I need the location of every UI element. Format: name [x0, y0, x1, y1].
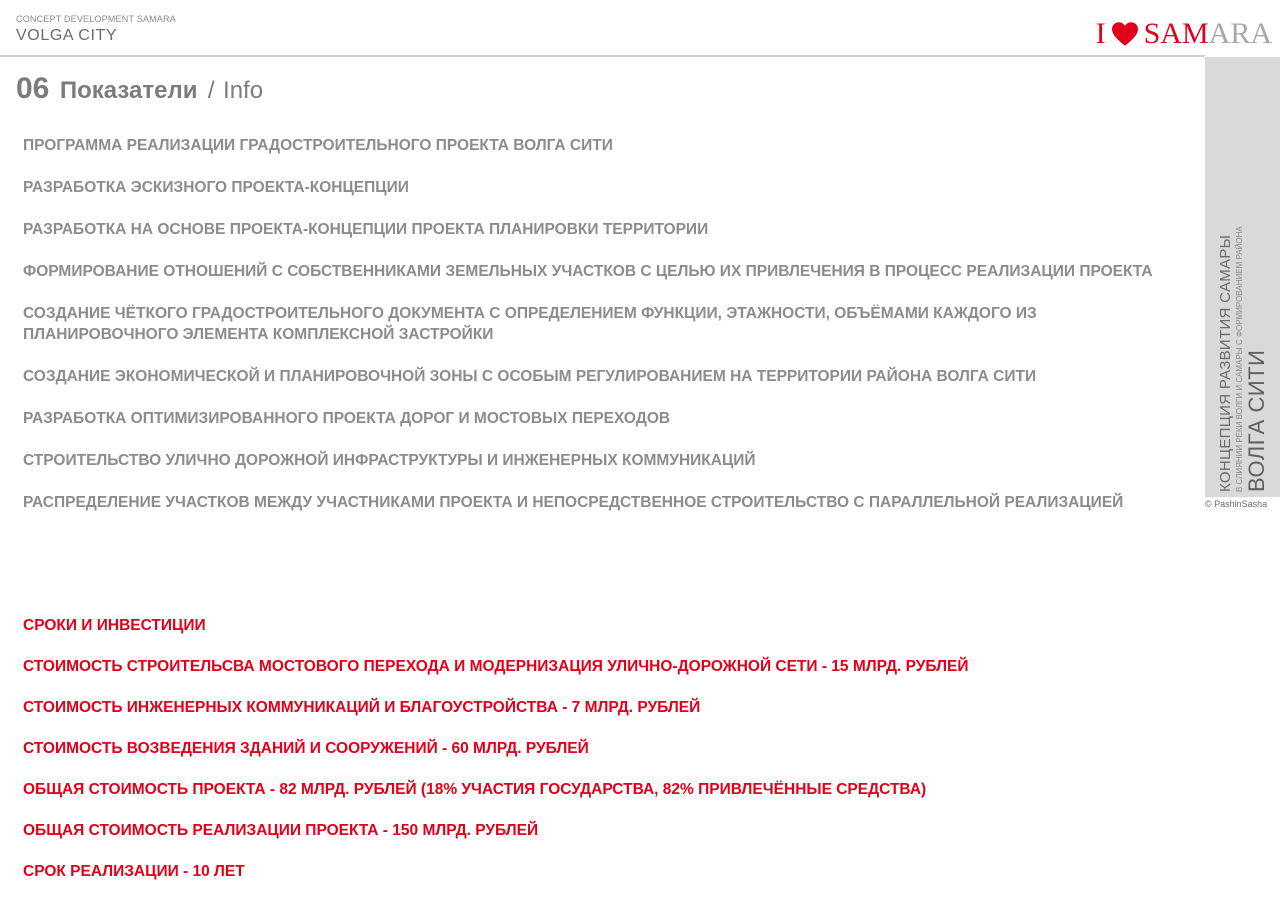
list-item: СОЗДАНИЕ ЭКОНОМИЧЕСКОЙ И ПЛАНИРОВОЧНОЙ ЗОНЫ С ОСОБЫМ РЕГУЛИРОВАНИЕМ НА ТЕРРИТОРИИ РАЙОНА ВОЛГА СИТИ — [23, 368, 1037, 385]
side-caption — [1217, 62, 1269, 492]
copyright: © PashinSasha — [1205, 499, 1268, 509]
list-item: ФОРМИРОВАНИЕ ОТНОШЕНИЙ С СОБСТВЕННИКАМИ ЗЕМЕЛЬНЫХ УЧАСТКОВ С ЦЕЛЬЮ ИХ ПРИВЛЕЧЕНИЯ В ПРОЦЕСС РЕАЛИЗАЦИИ ПРОЕКТА — [23, 263, 1153, 280]
program-list — [23, 135, 1153, 534]
list-item: РАСПРЕДЕЛЕНИЕ УЧАСТКОВ МЕЖДУ УЧАСТНИКАМИ ПРОЕКТА И НЕПОСРЕДСТВЕННОЕ СТРОИТЕЛЬСТВО С ПАРАЛЛЕЛЬНОЙ РЕАЛИЗАЦИЕЙ — [23, 494, 1124, 511]
side-subtitle: В СЛИЯНИИ РЕКИ ВОЛГИ И САМАРЫ С ФОРМИРОВАНИЕМ РАЙОНА — [1234, 226, 1244, 492]
project-title: VOLGA CITY — [16, 27, 118, 44]
section-title-ru: Показатели — [59, 77, 198, 104]
list-item: СРОК РЕАЛИЗАЦИИ - 10 ЛЕТ — [23, 863, 245, 880]
side-panel — [1205, 57, 1280, 497]
logo-sam: SAM — [1143, 17, 1209, 50]
section-title-en: Info — [223, 77, 264, 104]
list-item: РАЗРАБОТКА НА ОСНОВЕ ПРОЕКТА-КОНЦЕПЦИИ ПРОЕКТА ПЛАНИРОВКИ ТЕРРИТОРИИ — [23, 221, 709, 238]
header-divider — [0, 55, 1205, 57]
list-item: СТОИМОСТЬ ВОЗВЕДЕНИЯ ЗДАНИЙ И СООРУЖЕНИЙ - 60 МЛРД. РУБЛЕЙ — [23, 740, 589, 757]
side-district: ВОЛГА СИТИ — [1243, 349, 1269, 492]
investment-list — [23, 615, 1153, 902]
header-block — [16, 14, 176, 46]
logo-ara: ARA — [1208, 17, 1272, 50]
side-title: КОНЦЕПЦИЯ РАЗВИТИЯ САМАРЫ — [1216, 234, 1234, 492]
list-item: СТОИМОСТЬ СТРОИТЕЛЬСВА МОСТОВОГО ПЕРЕХОДА И МОДЕРНИЗАЦИЯ УЛИЧНО-ДОРОЖНОЙ СЕТИ - 15 МЛРД. РУБЛЕЙ — [23, 658, 969, 675]
heart-icon — [1112, 22, 1138, 46]
list-item: ОБЩАЯ СТОИМОСТЬ ПРОЕКТА - 82 МЛРД. РУБЛЕЙ (18% УЧАСТИЯ ГОСУДАРСТВА, 82% ПРИВЛЕЧЁННЫЕ СРЕДСТВА) — [23, 781, 927, 798]
concept-label: CONCEPT DEVELOPMENT SAMARA — [16, 14, 176, 24]
i-love-samara-logo — [1096, 14, 1272, 54]
list-item: СОЗДАНИЕ ЧЁТКОГО ГРАДОСТРОИТЕЛЬНОГО ДОКУМЕНТА С ОПРЕДЕЛЕНИЕМ ФУНКЦИИ, ЭТАЖНОСТИ, ОБЪЁМАМИ КАЖДОГО ИЗ ПЛАНИРОВОЧНОГО ЭЛЕМЕНТА КОМПЛЕКСНОЙ ЗАСТРОЙКИ — [23, 305, 1037, 343]
section-heading — [16, 72, 263, 106]
list-item: РАЗРАБОТКА ЭСКИЗНОГО ПРОЕКТА-КОНЦЕПЦИИ — [23, 179, 409, 196]
list-item: РАЗРАБОТКА ОПТИМИЗИРОВАННОГО ПРОЕКТА ДОРОГ И МОСТОВЫХ ПЕРЕХОДОВ — [23, 410, 671, 427]
investment-heading: СРОКИ И ИНВЕСТИЦИИ — [23, 617, 206, 634]
section-separator: / — [207, 77, 215, 104]
section-number: 06 — [16, 72, 50, 105]
list-item: СТРОИТЕЛЬСТВО УЛИЧНО ДОРОЖНОЙ ИНФРАСТРУКТУРЫ И ИНЖЕНЕРНЫХ КОММУНИКАЦИЙ — [23, 452, 756, 469]
list-item: ПРОГРАММА РЕАЛИЗАЦИИ ГРАДОСТРОИТЕЛЬНОГО ПРОЕКТА ВОЛГА СИТИ — [23, 137, 613, 154]
logo-i: I — [1095, 17, 1106, 50]
list-item: ОБЩАЯ СТОИМОСТЬ РЕАЛИЗАЦИИ ПРОЕКТА - 150 МЛРД. РУБЛЕЙ — [23, 822, 539, 839]
list-item: СТОИМОСТЬ ИНЖЕНЕРНЫХ КОММУНИКАЦИЙ И БЛАГОУСТРОЙСТВА - 7 МЛРД. РУБЛЕЙ — [23, 699, 701, 716]
